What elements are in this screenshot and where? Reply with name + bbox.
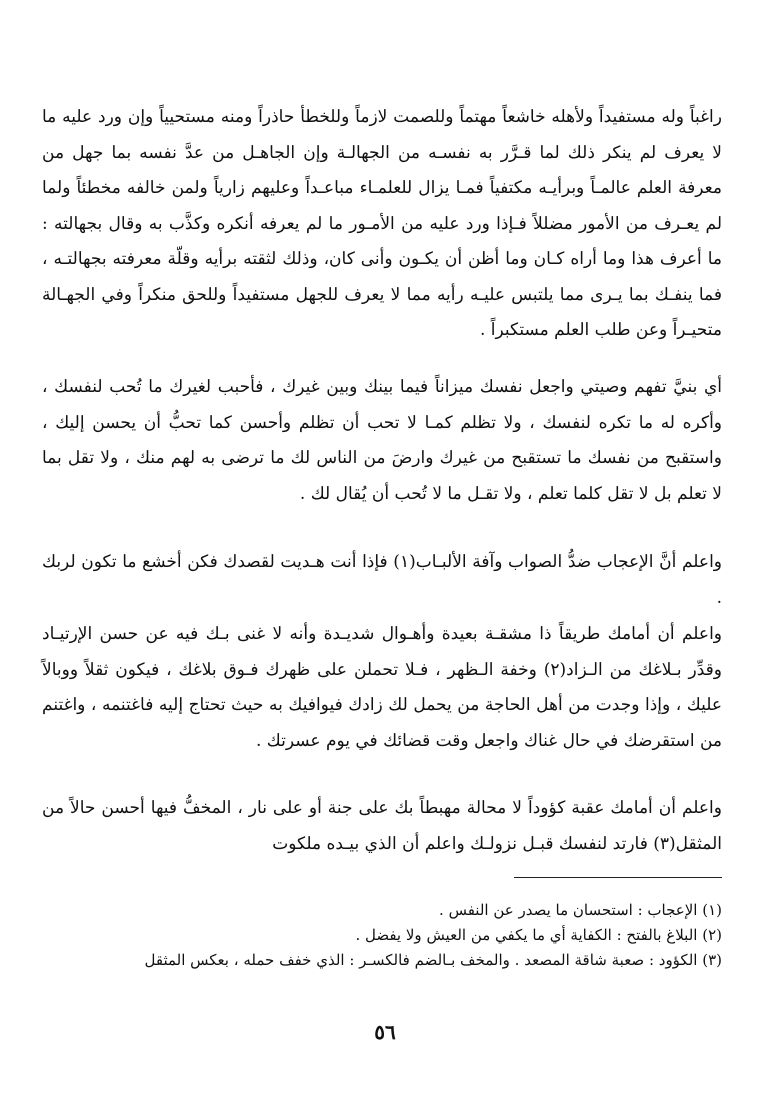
footnote-separator	[514, 877, 722, 878]
footnote-1: (١) الإعجاب : استحسان ما يصدر عن النفس .	[439, 901, 722, 919]
footnotes	[42, 898, 722, 973]
paragraph-5: واعلم أن أمامك عقبة كؤوداً لا محالة مهبطاً بك على جنة أو على نار ، المخفُّ فيها أحسن حالاً من المثقل(٣) فارتد لنفسك قبـل نزولـك واعلم أن الذي بيـده ملكوت	[42, 798, 722, 854]
footnote-2: (٢) البلاغ بالفتح : الكفاية أي ما يكفي من العيش ولا يفضل .	[355, 926, 722, 944]
paragraph-4: واعلم أن أمامك طريقاً ذا مشقـة بعيدة وأهـوال شديـدة وأنه لا غنى بـك فيه عن حسن الإرتيـاد وقدِّر بـلاغك من الـزاد(٢) وخفة الـظهر ، فـلا تحملن على ظهرك فـوق بلاغك ، فيكون ثقلاً ووبالاً عليك ، وإذا وجدت من أهل الحاجة من يحمل لك زادك فيوافيك به حيث تحتاج إليه فاغتنمه ، واغتنم من استقرضك في حال غناك واجعل وقت قضائك في يوم عسرتك .	[42, 624, 722, 751]
paragraph-3: واعلم أنَّ الإعجاب ضدُّ الصواب وآفة الألبـاب(١) فإذا أنت هـديت لقصدك فكن أخشع ما تكون لربك .	[42, 552, 722, 608]
paragraph-2: أي بنيَّ تفهم وصيتي واجعل نفسك ميزاناً فيما بينك وبين غيرك ، فأحبب لغيرك ما تُحب لنفسك ، وأكره له ما تكره لنفسك ، ولا تظلم كمـا لا تحب أن تظلم وأحسن كما تحبُّ أن يحسن إليك ، واستقبح من نفسك ما تستقبح من غيرك وارضَ من الناس لك ما ترضى به لهم منك ، ولا تقل بما لا تعلم بل لا تقل كلما تعلم ، ولا تقـل ما لا تُحب أن يُقال لك .	[42, 377, 722, 504]
page-number: ٥٦	[374, 1020, 396, 1044]
paragraph-1: راغباً وله مستفيداً ولأهله خاشعاً مهتماً وللصمت لازماً وللخطأ حاذراً ومنه مستحيياً وإن ورد عليه ما لا يعرف لم ينكر ذلك لما قـرَّر به نفسـه من الجهالـة وإن الجاهـل من عدَّ نفسه بما جهل من معرفة العلم عالمـاً وبرأيـه مكتفياً فمـا يزال للعلمـاء مباعـداً وعليهم زارياً ولمن خالفه مخطئاً ولما لم يعـرف من الأمور مضللاً فـإذا ورد عليه من الأمـور ما لم يعرفه أنكره وكذَّب به وقال بجهالته : ما أعرف هذا وما أراه كـان وما أظن أن يكـون وأنى كان، وذلك لثقته برأيه وقلّة معرفته بجهالتـه ، فما ينفـك بما يـرى مما يلتبس عليـه رأيه مما لا يعرف للجهل مستفيداً وللحق منكراً وفي الجهـالة متحيـراً وعن طلب العلم مستكبراً .	[42, 107, 723, 340]
footnote-3: (٣) الكؤود : صعبة شاقة المصعد . والمخف بـالضم فالكسـر : الذي خفف حمله ، بعكس المثقل	[144, 951, 722, 969]
